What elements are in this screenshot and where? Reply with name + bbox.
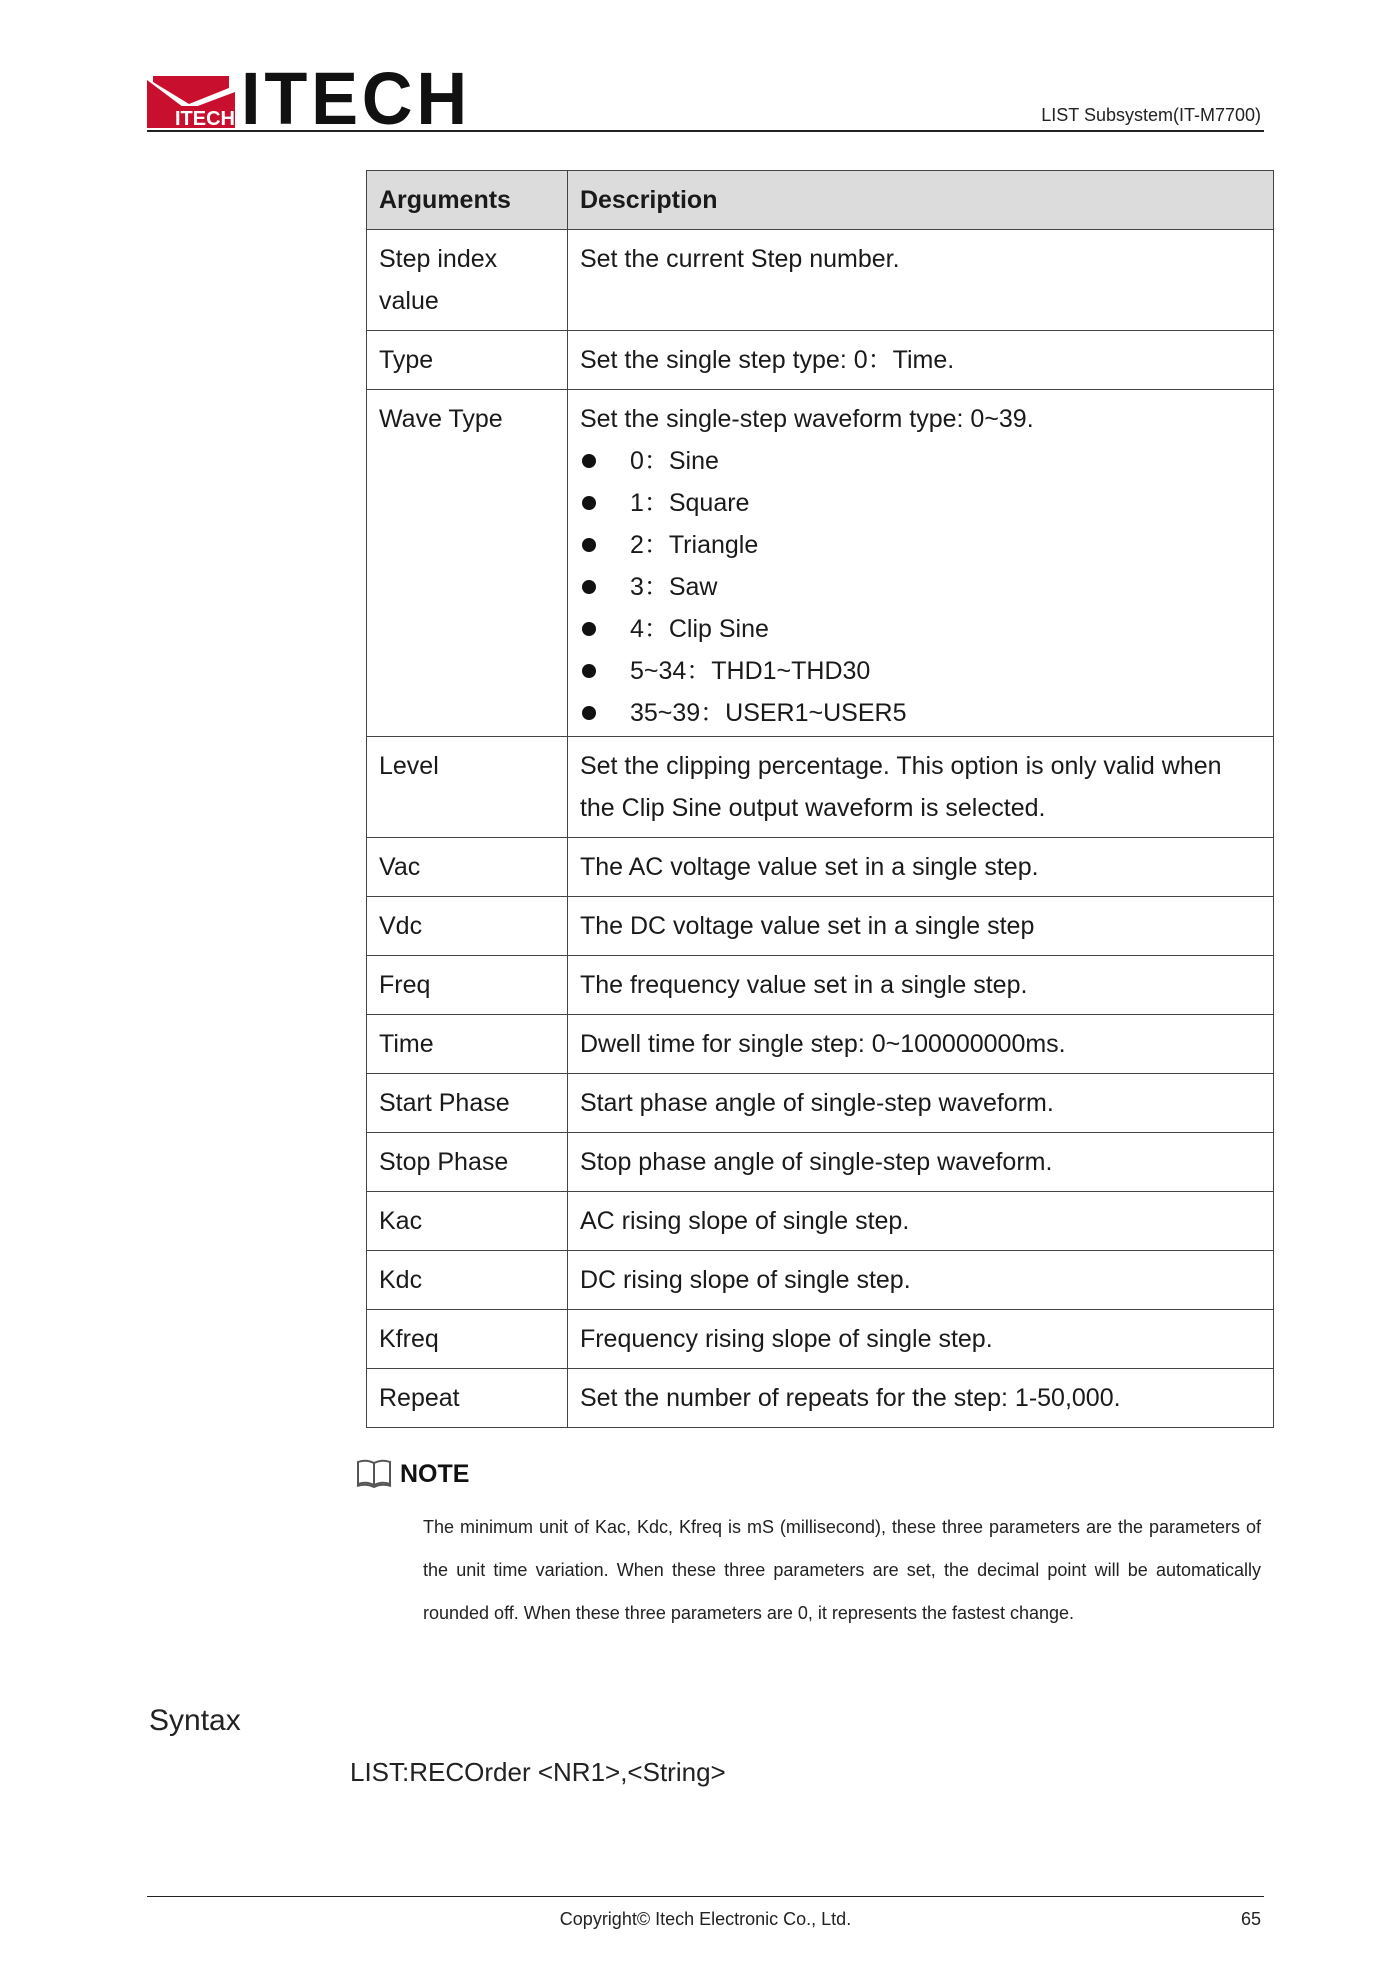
note-body: The minimum unit of Kac, Kdc, Kfreq is mS (millisecond), these three parameters are the parameters of the unit time variation. When these three parameters are set, the decimal point will be automatically rounded off. When these three parameters are 0, it represents the fastest change. <box>423 1517 1261 1623</box>
bullet-icon <box>582 454 596 468</box>
section-title: LIST Subsystem(IT-M7700) <box>1041 105 1261 125</box>
arguments-table <box>366 170 1274 1428</box>
table-row <box>367 1015 1274 1074</box>
bullet-icon <box>582 580 596 594</box>
table-row <box>367 390 1274 737</box>
list-item <box>580 566 1261 608</box>
desc-cell: Set the current Step number. <box>567 230 1273 331</box>
desc-cell: Set the clipping percentage. This option is only valid when the Clip Sine output waveform is selected. <box>567 737 1273 838</box>
book-icon <box>356 1458 392 1490</box>
bullet-icon <box>582 622 596 636</box>
syntax-heading: Syntax <box>149 1704 241 1737</box>
desc-cell: Frequency rising slope of single step. <box>567 1310 1273 1369</box>
desc-cell: The DC voltage value set in a single step <box>567 897 1273 956</box>
logo-wordmark: ITECH <box>241 57 471 140</box>
desc-cell: Start phase angle of single-step waveform. <box>567 1074 1273 1133</box>
bullet-icon <box>582 706 596 720</box>
itech-logo <box>147 57 483 140</box>
arg-cell: Vdc <box>367 897 568 956</box>
arg-cell: Level <box>367 737 568 838</box>
arg-cell: Type <box>367 331 568 390</box>
table-row <box>367 1074 1274 1133</box>
note-heading <box>356 1452 1261 1496</box>
list-item-text: 35~39：USER1~USER5 <box>629 699 907 727</box>
list-item <box>580 692 1261 734</box>
arg-cell: Vac <box>367 838 568 897</box>
desc-cell: Stop phase angle of single-step waveform. <box>567 1133 1273 1192</box>
column-header-description: Description <box>567 171 1273 230</box>
note-title: NOTE <box>400 1459 470 1488</box>
arg-cell: Time <box>367 1015 568 1074</box>
copyright-text: Copyright© Itech Electronic Co., Ltd. <box>559 1909 852 1929</box>
bullet-icon <box>582 538 596 552</box>
logo-mark-text: ITECH <box>175 108 235 128</box>
list-item-text: 1：Square <box>629 489 750 517</box>
desc-cell <box>567 390 1273 737</box>
list-item <box>580 608 1261 650</box>
arg-cell: Kdc <box>367 1251 568 1310</box>
table-row <box>367 838 1274 897</box>
arg-cell: Stop Phase <box>367 1133 568 1192</box>
arg-cell: Kac <box>367 1192 568 1251</box>
column-header-arguments: Arguments <box>367 171 568 230</box>
list-item <box>580 650 1261 692</box>
table-row <box>367 897 1274 956</box>
list-item <box>580 482 1261 524</box>
list-item <box>580 524 1261 566</box>
page-header <box>147 57 1264 140</box>
table-header-row <box>367 171 1274 230</box>
page-footer <box>147 1896 1264 1937</box>
arg-cell: Start Phase <box>367 1074 568 1133</box>
table-row <box>367 1369 1274 1428</box>
desc-cell: The AC voltage value set in a single step. <box>567 838 1273 897</box>
arg-cell: Repeat <box>367 1369 568 1428</box>
table-row <box>367 956 1274 1015</box>
table-row <box>367 331 1274 390</box>
arg-cell: Kfreq <box>367 1310 568 1369</box>
desc-cell: Set the number of repeats for the step: 1-50,000. <box>567 1369 1273 1428</box>
arg-step-index: Step index value <box>379 245 498 315</box>
table-row <box>367 737 1274 838</box>
table-row <box>367 230 1274 331</box>
list-item-text: 0：Sine <box>629 447 719 475</box>
arg-cell: Wave Type <box>367 390 568 737</box>
desc-cell: Dwell time for single step: 0~100000000ms. <box>567 1015 1273 1074</box>
list-item-text: 3：Saw <box>629 573 718 601</box>
table-row <box>367 1192 1274 1251</box>
wave-type-list <box>580 440 1261 734</box>
table-row <box>367 1251 1274 1310</box>
desc-cell: The frequency value set in a single step. <box>567 956 1273 1015</box>
arg-cell: Freq <box>367 956 568 1015</box>
page-number: 65 <box>1240 1909 1261 1929</box>
syntax-command: LIST:RECOrder <NR1>,<String> <box>350 1757 726 1787</box>
note-block <box>356 1452 1261 1635</box>
table-row <box>367 1133 1274 1192</box>
desc-cell: Set the single step type: 0：Time. <box>567 331 1273 390</box>
list-item-text: 5~34：THD1~THD30 <box>629 657 871 685</box>
bullet-icon <box>582 496 596 510</box>
logo-mark-icon <box>147 70 235 128</box>
bullet-icon <box>582 664 596 678</box>
list-item-text: 4：Clip Sine <box>629 615 769 643</box>
arg-cell <box>367 230 568 331</box>
table-row <box>367 1310 1274 1369</box>
wave-type-desc: Set the single-step waveform type: 0~39. <box>579 405 1034 433</box>
desc-cell: AC rising slope of single step. <box>567 1192 1273 1251</box>
list-item <box>580 440 1261 482</box>
list-item-text: 2：Triangle <box>629 531 759 559</box>
desc-cell: DC rising slope of single step. <box>567 1251 1273 1310</box>
